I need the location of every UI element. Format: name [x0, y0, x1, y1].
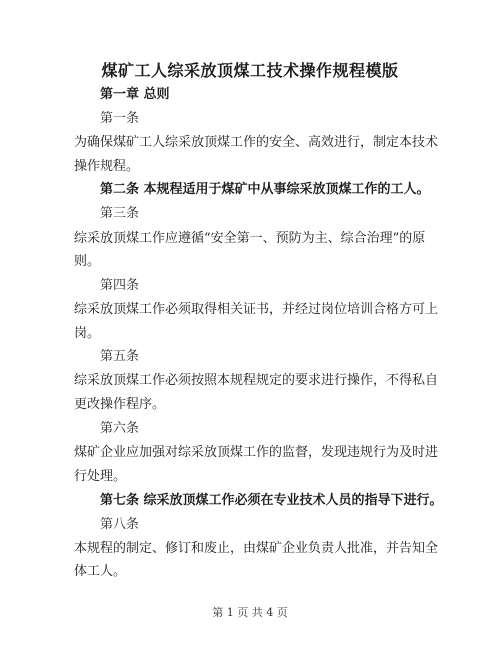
article-1-text-line2: 操作规程。 — [74, 159, 140, 174]
chapter-heading: 第一章 总则 — [100, 87, 170, 102]
article-7-text: 第七条 综采放顶煤工作必须在专业技术人员的指导下进行。 — [100, 493, 443, 508]
article-3-label: 第三条 — [100, 206, 140, 221]
article-5-text-line2: 更改操作程序。 — [74, 397, 166, 412]
article-6-text-line1: 煤矿企业应加强对综采放顶煤工作的监督，发现违规行为及时进 — [74, 445, 439, 460]
article-1-label: 第一条 — [100, 111, 140, 126]
article-3-text-line2: 则。 — [74, 254, 101, 269]
article-4-label: 第四条 — [100, 278, 140, 293]
article-3-text-line1: 综采放顶煤工作应遵循“安全第一、预防为主、综合治理”的原 — [74, 231, 426, 246]
article-1-text-line1: 为确保煤矿工人综采放顶煤工作的安全、高效进行，制定本技术 — [74, 135, 439, 150]
article-2-text: 第二条 本规程适用于煤矿中从事综采放顶煤工作的工人。 — [100, 182, 430, 197]
article-6-text-line2: 行处理。 — [74, 469, 127, 484]
article-6-label: 第六条 — [100, 421, 140, 436]
document-title: 煤矿工人综采放顶煤工技术操作规程模版 — [101, 61, 399, 80]
article-4-text-line2: 岗。 — [74, 326, 101, 341]
article-5-label: 第五条 — [100, 349, 140, 364]
page-number-footer: 第 1 页 共 4 页 — [212, 606, 288, 619]
article-8-label: 第八条 — [100, 517, 140, 532]
article-4-text-line1: 综采放顶煤工作必须取得相关证书，并经过岗位培训合格方可上 — [74, 302, 439, 317]
article-8-text-line2: 体工人。 — [74, 564, 127, 579]
article-8-text-line1: 本规程的制定、修订和废止，由煤矿企业负责人批准，并告知全 — [74, 541, 439, 556]
article-5-text-line1: 综采放顶煤工作必须按照本规程规定的要求进行操作，不得私自 — [74, 373, 439, 388]
